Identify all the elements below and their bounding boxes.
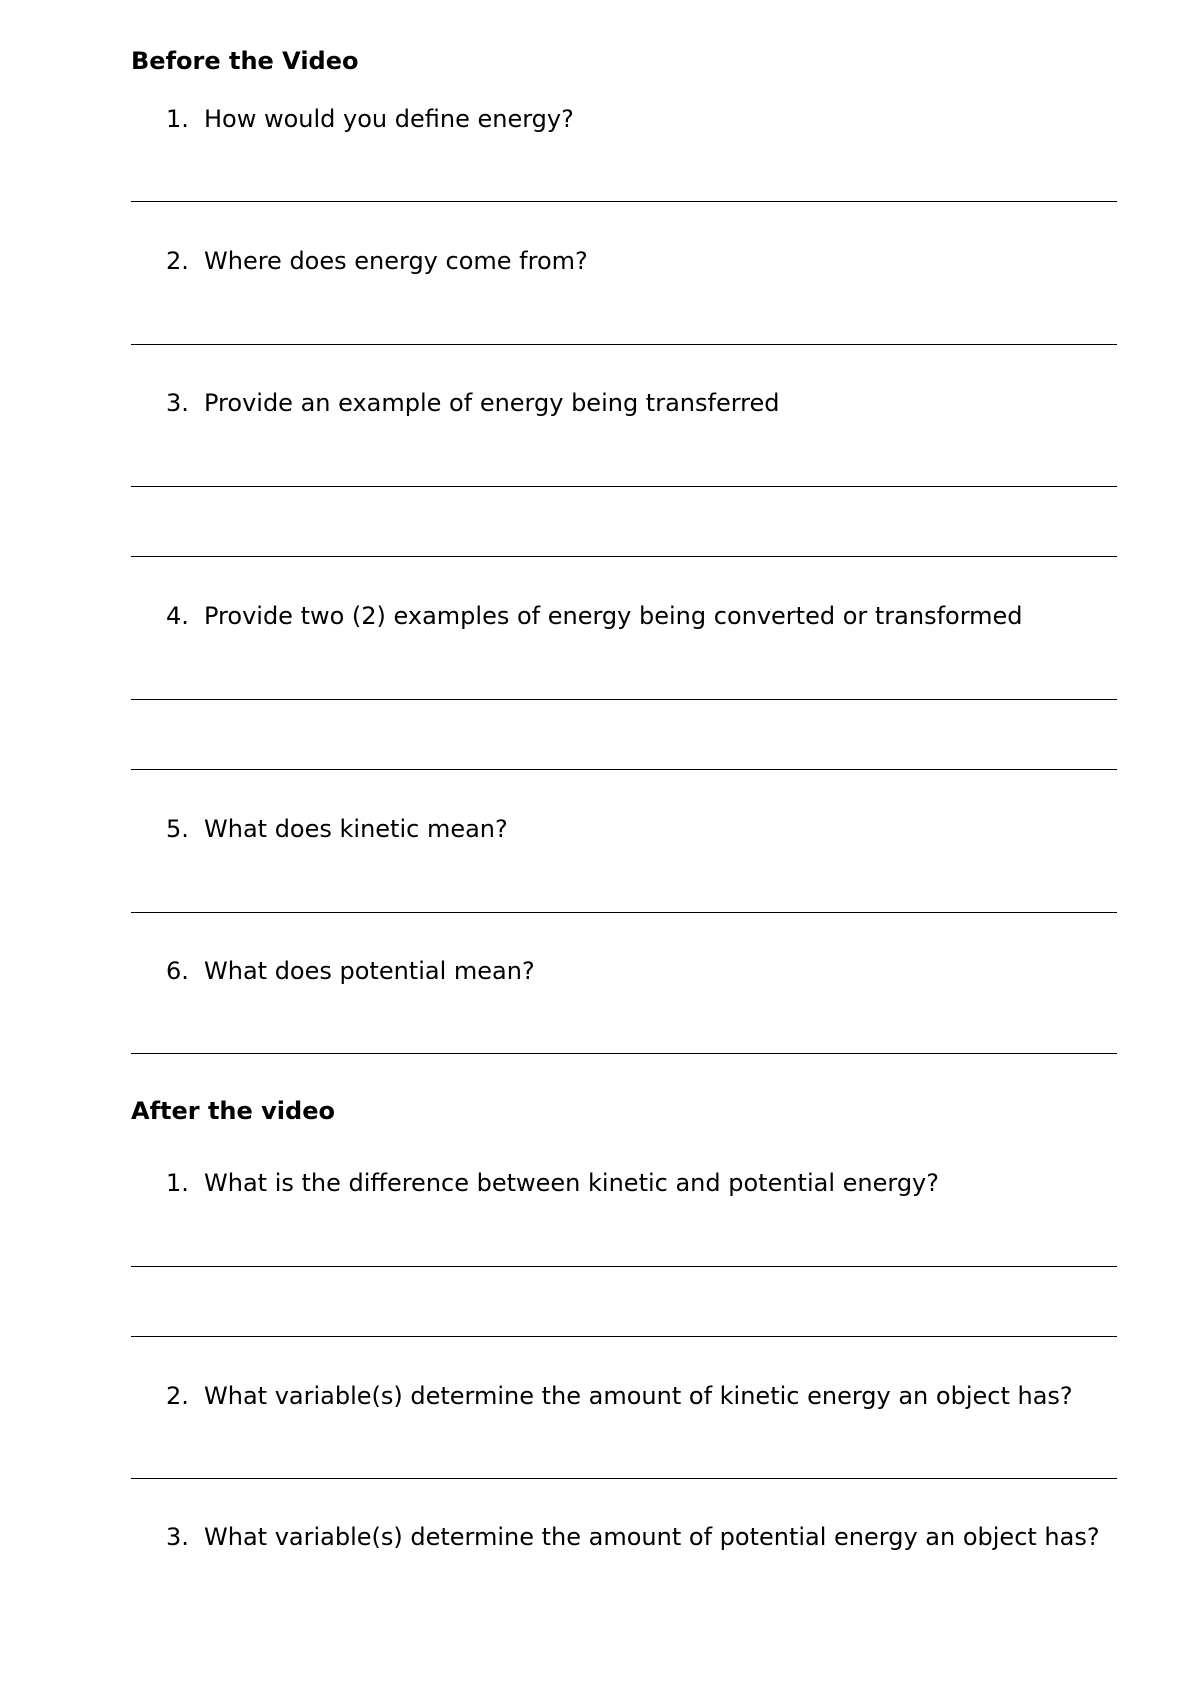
answer-line[interactable] [131,201,1117,202]
question-text: What variable(s) determine the amount of kinetic energy an object has? [204,1382,1073,1410]
question-before-3 [166,391,780,415]
answer-line[interactable] [131,486,1117,487]
question-number: 1. [166,1169,189,1197]
question-before-2 [166,249,588,273]
question-number: 1. [166,105,189,133]
question-after-1 [166,1171,939,1195]
question-text: What variable(s) determine the amount of potential energy an object has? [204,1523,1100,1551]
answer-line[interactable] [131,769,1117,770]
answer-line[interactable] [131,1266,1117,1267]
answer-line[interactable] [131,1478,1117,1479]
question-text: Provide an example of energy being transferred [204,389,780,417]
question-number: 2. [166,1382,189,1410]
question-text: How would you define energy? [204,105,574,133]
section-heading-before: Before the Video [131,47,359,75]
question-number: 3. [166,389,189,417]
answer-line[interactable] [131,344,1117,345]
question-text: What is the difference between kinetic and potential energy? [204,1169,939,1197]
question-before-1 [166,107,574,131]
answer-line[interactable] [131,1053,1117,1054]
question-text: What does kinetic mean? [204,815,508,843]
answer-line[interactable] [131,912,1117,913]
answer-line[interactable] [131,556,1117,557]
question-text: Provide two (2) examples of energy being converted or transformed [204,602,1023,630]
question-before-5 [166,817,508,841]
question-number: 4. [166,602,189,630]
question-after-3 [166,1525,1100,1549]
question-text: What does potential mean? [204,957,535,985]
question-text: Where does energy come from? [204,247,588,275]
answer-line[interactable] [131,699,1117,700]
question-number: 5. [166,815,189,843]
answer-line[interactable] [131,1336,1117,1337]
question-number: 2. [166,247,189,275]
question-number: 6. [166,957,189,985]
question-after-2 [166,1384,1073,1408]
question-before-6 [166,959,535,983]
section-heading-after: After the video [131,1097,335,1125]
question-number: 3. [166,1523,189,1551]
question-before-4 [166,604,1023,628]
